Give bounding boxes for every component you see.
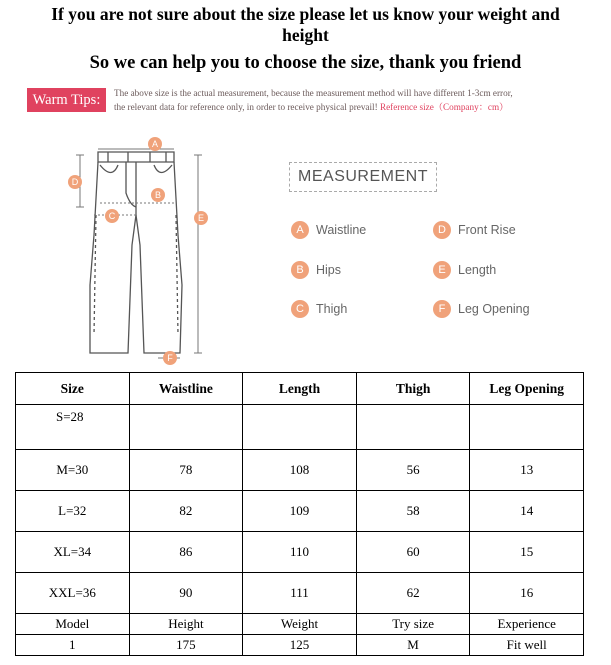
svg-text:F: F [167,353,173,363]
svg-text:B: B [154,190,162,200]
warm-tips-text [114,86,604,114]
table-cell: 78 [129,450,243,491]
legend-label: Length [458,263,497,277]
size-cell: L=32 [16,491,130,532]
legend-label: Leg Opening [458,302,530,316]
tips-reference: Reference size（Company：cm） [379,102,509,112]
legend-label: Waistline [316,223,367,237]
tips-line-1: The above size is the actual measurement, because the measurement method will have different 1-3cm error, [114,88,513,98]
table-cell [470,405,584,450]
legend-leg-opening [433,300,530,318]
header-cell: Height [129,614,243,635]
model-table-header [16,614,584,635]
legend-label: Front Rise [458,223,516,237]
legend-front-rise [433,221,516,239]
table-cell: 60 [356,532,470,573]
table-cell: 82 [129,491,243,532]
svg-text:C: C [108,211,116,221]
table-row [16,635,584,656]
size-cell: S=28 [16,405,130,450]
marker-c-icon: C [291,300,309,318]
table-cell: 62 [356,573,470,614]
header-cell: Waistline [129,373,243,405]
table-cell: 14 [470,491,584,532]
header-cell: Model [16,614,130,635]
header-cell: Thigh [356,373,470,405]
header-cell: Length [243,373,357,405]
warm-tips-badge: Warm Tips: [27,88,106,112]
table-row [16,450,584,491]
table-cell: 108 [243,450,357,491]
pants-outline [90,152,182,353]
size-table-header [16,373,584,405]
size-table [15,372,584,614]
marker-f-icon: F [433,300,451,318]
header-line-1 [0,4,611,46]
legend-label: Hips [316,263,342,277]
legend-waistline [291,221,366,239]
table-cell: 56 [356,450,470,491]
header-cell: Weight [243,614,357,635]
table-cell: 16 [470,573,584,614]
measurement-title: MEASUREMENT [289,162,437,192]
marker-b-icon: B [291,261,309,279]
svg-text:A: A [151,139,159,149]
size-cell: M=30 [16,450,130,491]
model-table [15,613,584,656]
header-cell: Size [16,373,130,405]
legend-hips [291,261,341,279]
table-cell: 109 [243,491,357,532]
legend-length [433,261,496,279]
size-cell: XL=34 [16,532,130,573]
size-cell: XXL=36 [16,573,130,614]
table-cell: 13 [470,450,584,491]
table-row [16,532,584,573]
legend-label: Thigh [316,302,348,316]
table-row [16,405,584,450]
marker-a-icon: A [291,221,309,239]
header-line-2: So we can help you to choose the size, thank you friend [89,53,522,73]
header-line-1a: If you are not sure about the size please let us know your weight and [51,4,560,24]
table-cell [243,405,357,450]
table-cell: Fit well [470,635,584,656]
svg-text:E: E [197,213,205,223]
header-cell: Try size [356,614,470,635]
tips-line-2-text: the relevant data for reference only, in order to receive physical prevail! [114,102,378,112]
table-row [16,573,584,614]
table-cell: 125 [243,635,357,656]
svg-text:D: D [71,177,79,187]
marker-d-icon: D [433,221,451,239]
legend-thigh [291,300,347,318]
table-cell: 15 [470,532,584,573]
tips-line-2 [114,100,604,114]
table-cell [129,405,243,450]
header-line-1b: height [282,25,329,45]
table-row [16,491,584,532]
table-cell: 90 [129,573,243,614]
table-cell: M [356,635,470,656]
table-cell: 86 [129,532,243,573]
pants-markers [68,137,208,365]
table-cell: 110 [243,532,357,573]
header-cell: Leg Opening [470,373,584,405]
table-cell: 1 [16,635,130,656]
header-cell: Experience [470,614,584,635]
table-cell: 111 [243,573,357,614]
table-cell: 58 [356,491,470,532]
table-cell [356,405,470,450]
marker-e-icon: E [433,261,451,279]
table-cell: 175 [129,635,243,656]
